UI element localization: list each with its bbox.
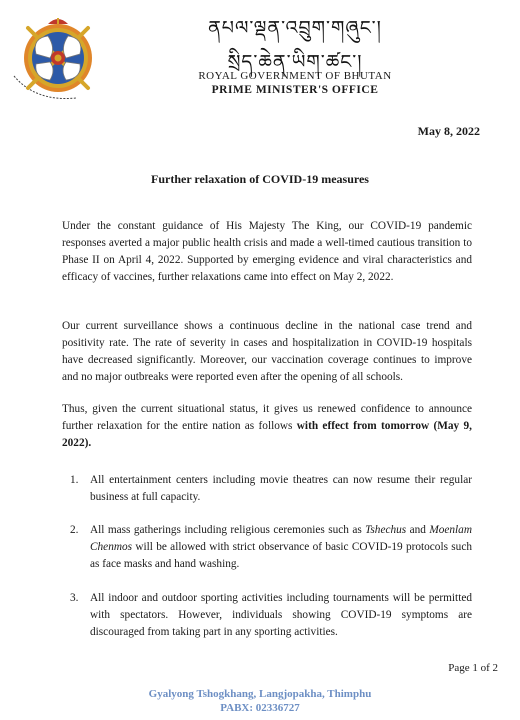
tibetan-title-line-1: ནཔལ་ལྡན་འབྲུག་གཞུང་། [208,17,382,39]
list-item-number: 3. [70,592,79,604]
list-item-text: All indoor and outdoor sporting activities including tournaments will be permitted with spectators. However, individuals showing COVID-19 symptoms are discouraged from taking part in any sporting activities. [90,592,472,638]
term-moenlam-chenmos: Moenlam Chenmos [90,524,472,553]
office-name: PRIME MINISTER'S OFFICE [211,84,379,96]
tibetan-title-line-2: སྲིད་ཆེན་ཡིག་ཚང་། [227,51,363,73]
list-item-text [90,524,472,570]
list-item-number: 1. [70,474,79,486]
term-tshechus: Tshechus [365,524,407,536]
document-date: May 8, 2022 [417,124,480,138]
list-item-text-part: and [406,524,430,536]
footer-phone: PABX: 02336727 [220,702,300,714]
footer-address: Gyalyong Tshogkhang, Langjopakha, Thimphu [148,688,372,700]
list-item [70,472,472,506]
paragraph-2: Our current surveillance shows a continuous decline in the national case trend and positivity rate. The rate of severity in cases and hospitalization in COVID-19 hospitals have decreased significantly. Moreover, our vaccination coverage continues to improve and no major outbreaks were reported even after the opening of all schools. [62,320,472,383]
paragraph-3-text: Thus, given the current situational status, it gives us renewed confidence to announce further relaxation for the entire nation as follows [62,403,472,432]
list-item [70,590,472,641]
list-item-text: All entertainment centers including movie theatres can now resume their regular business at full capacity. [90,474,472,503]
paragraph-1: Under the constant guidance of His Majesty The King, our COVID-19 pandemic responses averted a major public health crisis and made a well-timed cautious transition to Phase II on April 4, 2022. Supported by emerging evidence and viral characteristics and efficacy of vaccines, further relaxations came into effect on May 2, 2022. [62,220,472,283]
list-item-text-part: will be allowed with strict observance of basic COVID-19 protocols such as face masks and hand washing. [90,541,472,570]
list-item-text-part: All mass gatherings including religious ceremonies such as [90,524,366,536]
document-title: Further relaxation of COVID-19 measures [151,172,369,186]
list-item [70,522,472,573]
government-name: ROYAL GOVERNMENT OF BHUTAN [198,70,392,82]
paragraph-3 [62,401,472,452]
paragraph-3-effective-date: with effect from tomorrow (May 9, 2022). [62,420,472,449]
royal-emblem-icon [6,18,116,104]
page-number: Page 1 of 2 [448,662,498,674]
list-item-number: 2. [70,524,79,536]
